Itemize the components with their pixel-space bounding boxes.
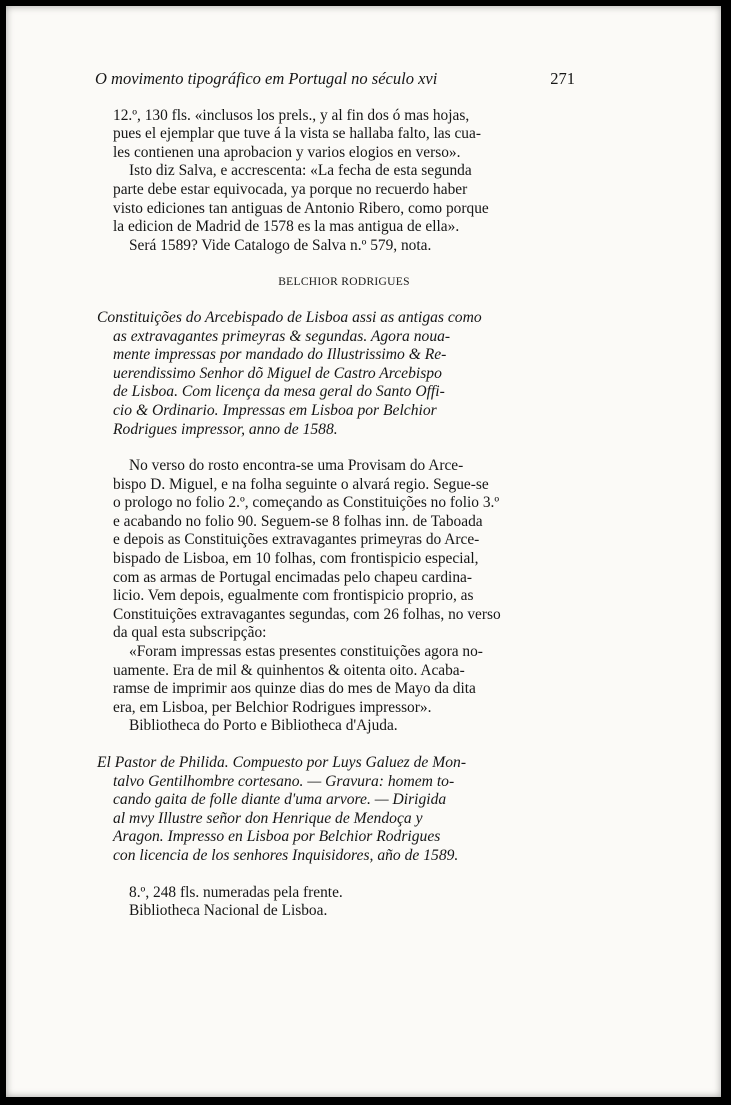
intro-paragraph-2 bbox=[113, 162, 575, 236]
entry-line: talvo Gentilhombre cortesano. — Gravura: homem to- bbox=[113, 772, 455, 790]
text-line: 12.º, 130 fls. «inclusos los prels., y al fin dos ó mas hojas, bbox=[113, 106, 470, 124]
text-line: bispado de Lisboa, em 10 folhas, com frontispicio especial, bbox=[113, 550, 479, 568]
running-head bbox=[95, 70, 575, 107]
entry-line: Constituições do Arcebispado de Lisboa assi as antigas como bbox=[97, 308, 482, 326]
book-page bbox=[6, 6, 721, 1097]
holdings-line: Bibliotheca do Porto e Bibliotheca d'Ajuda. bbox=[129, 717, 398, 735]
entry-line: al mvy Illustre señor don Henrique de Mendoça y bbox=[113, 809, 423, 827]
text-line: e acabando no folio 90. Seguem-se 8 folhas inn. de Taboada bbox=[113, 512, 483, 530]
text-line: Constituições extravagantes segundas, com 26 folhas, no verso bbox=[113, 605, 501, 623]
quote-line: «Foram impressas estas presentes constituições agora no- bbox=[129, 643, 483, 661]
entry-line: de Lisboa. Com licença da mesa geral do Santo Offi- bbox=[113, 383, 445, 401]
text-line: da qual esta subscripção: bbox=[113, 624, 267, 642]
text-line: o prologo no folio 2.º, começando as Constituições no folio 3.º bbox=[113, 494, 500, 512]
text-line: parte debe estar equivocada, ya porque no recuerdo haber bbox=[113, 180, 468, 198]
entry-notes-constituicoes bbox=[113, 457, 575, 736]
entry-line: as extravagantes primeyras & segundas. Agora noua- bbox=[113, 327, 451, 345]
text-line: com as armas de Portugal encimadas pelo chapeu cardina- bbox=[113, 568, 472, 586]
text-line: bispo D. Miguel, e na folha seguinte o alvará regio. Segue-se bbox=[113, 475, 489, 493]
entry-line: El Pastor de Philida. Compuesto por Luys Galuez de Mon- bbox=[97, 754, 467, 771]
entry-line: cio & Ordinario. Impressas em Lisboa por Belchior bbox=[113, 401, 437, 419]
entry-notes-pastor-de-philida bbox=[113, 884, 575, 921]
section-title: BELCHIOR RODRIGUES bbox=[278, 276, 410, 289]
page-number: 271 bbox=[550, 69, 575, 88]
intro-paragraph-3: Será 1589? Vide Catalogo de Salva n.º 579, nota. bbox=[129, 236, 432, 254]
text-line: Isto diz Salva, e accrescenta: «La fecha de esta segunda bbox=[129, 162, 472, 180]
entry-line: mente impressas por mandado do Illustrissimo & Re- bbox=[113, 346, 447, 364]
text-line: No verso do rosto encontra-se uma Provisam do Arce- bbox=[129, 457, 464, 475]
entry-line: Rodrigues impressor, anno de 1588. bbox=[113, 420, 338, 438]
text-line: la edicion de Madrid de 1578 es la mas antigua de ella». bbox=[113, 218, 460, 236]
text-line: pues el ejemplar que tuve á la vista se hallaba falto, las cua- bbox=[113, 125, 481, 143]
entry-line: Aragon. Impresso en Lisboa por Belchior Rodrigues bbox=[113, 828, 441, 846]
holdings-line: Bibliotheca Nacional de Lisboa. bbox=[129, 902, 328, 920]
quote-line: uamente. Era de mil & quinhentos & oitenta oito. Acaba- bbox=[113, 661, 465, 679]
catalog-entry-constituicoes bbox=[97, 309, 575, 439]
quote-line: ramse de imprimir aos quinze dias do mes de Mayo da dita bbox=[113, 680, 476, 698]
text-line: 8.º, 248 fls. numeradas pela frente. bbox=[129, 883, 343, 901]
text-line: visto ediciones tan antiguas de Antonio Ribero, como porque bbox=[113, 199, 489, 217]
intro-paragraph-1 bbox=[113, 107, 575, 163]
text-line: e depois as Constituições extravagantes primeyras do Arce- bbox=[113, 531, 480, 549]
quote-line: era, em Lisboa, per Belchior Rodrigues impressor». bbox=[113, 698, 432, 716]
entry-line: cando gaita de folle diante d'uma arvore. — Dirigida bbox=[113, 791, 447, 809]
entry-line: con licencia de los senhores Inquisidores, año de 1589. bbox=[113, 846, 459, 864]
entry-line: uerendissimo Senhor dõ Miguel de Castro Arcebispo bbox=[113, 364, 442, 382]
catalog-entry-pastor-de-philida bbox=[97, 754, 575, 866]
text-line: les contienen una aprobacion y varios elogios en verso». bbox=[113, 143, 461, 161]
text-line: licio. Vem depois, egualmente com frontispicio proprio, as bbox=[113, 587, 474, 605]
running-head-title: O movimento tipográfico em Portugal no século xvi bbox=[95, 69, 438, 88]
page-content bbox=[95, 69, 575, 921]
